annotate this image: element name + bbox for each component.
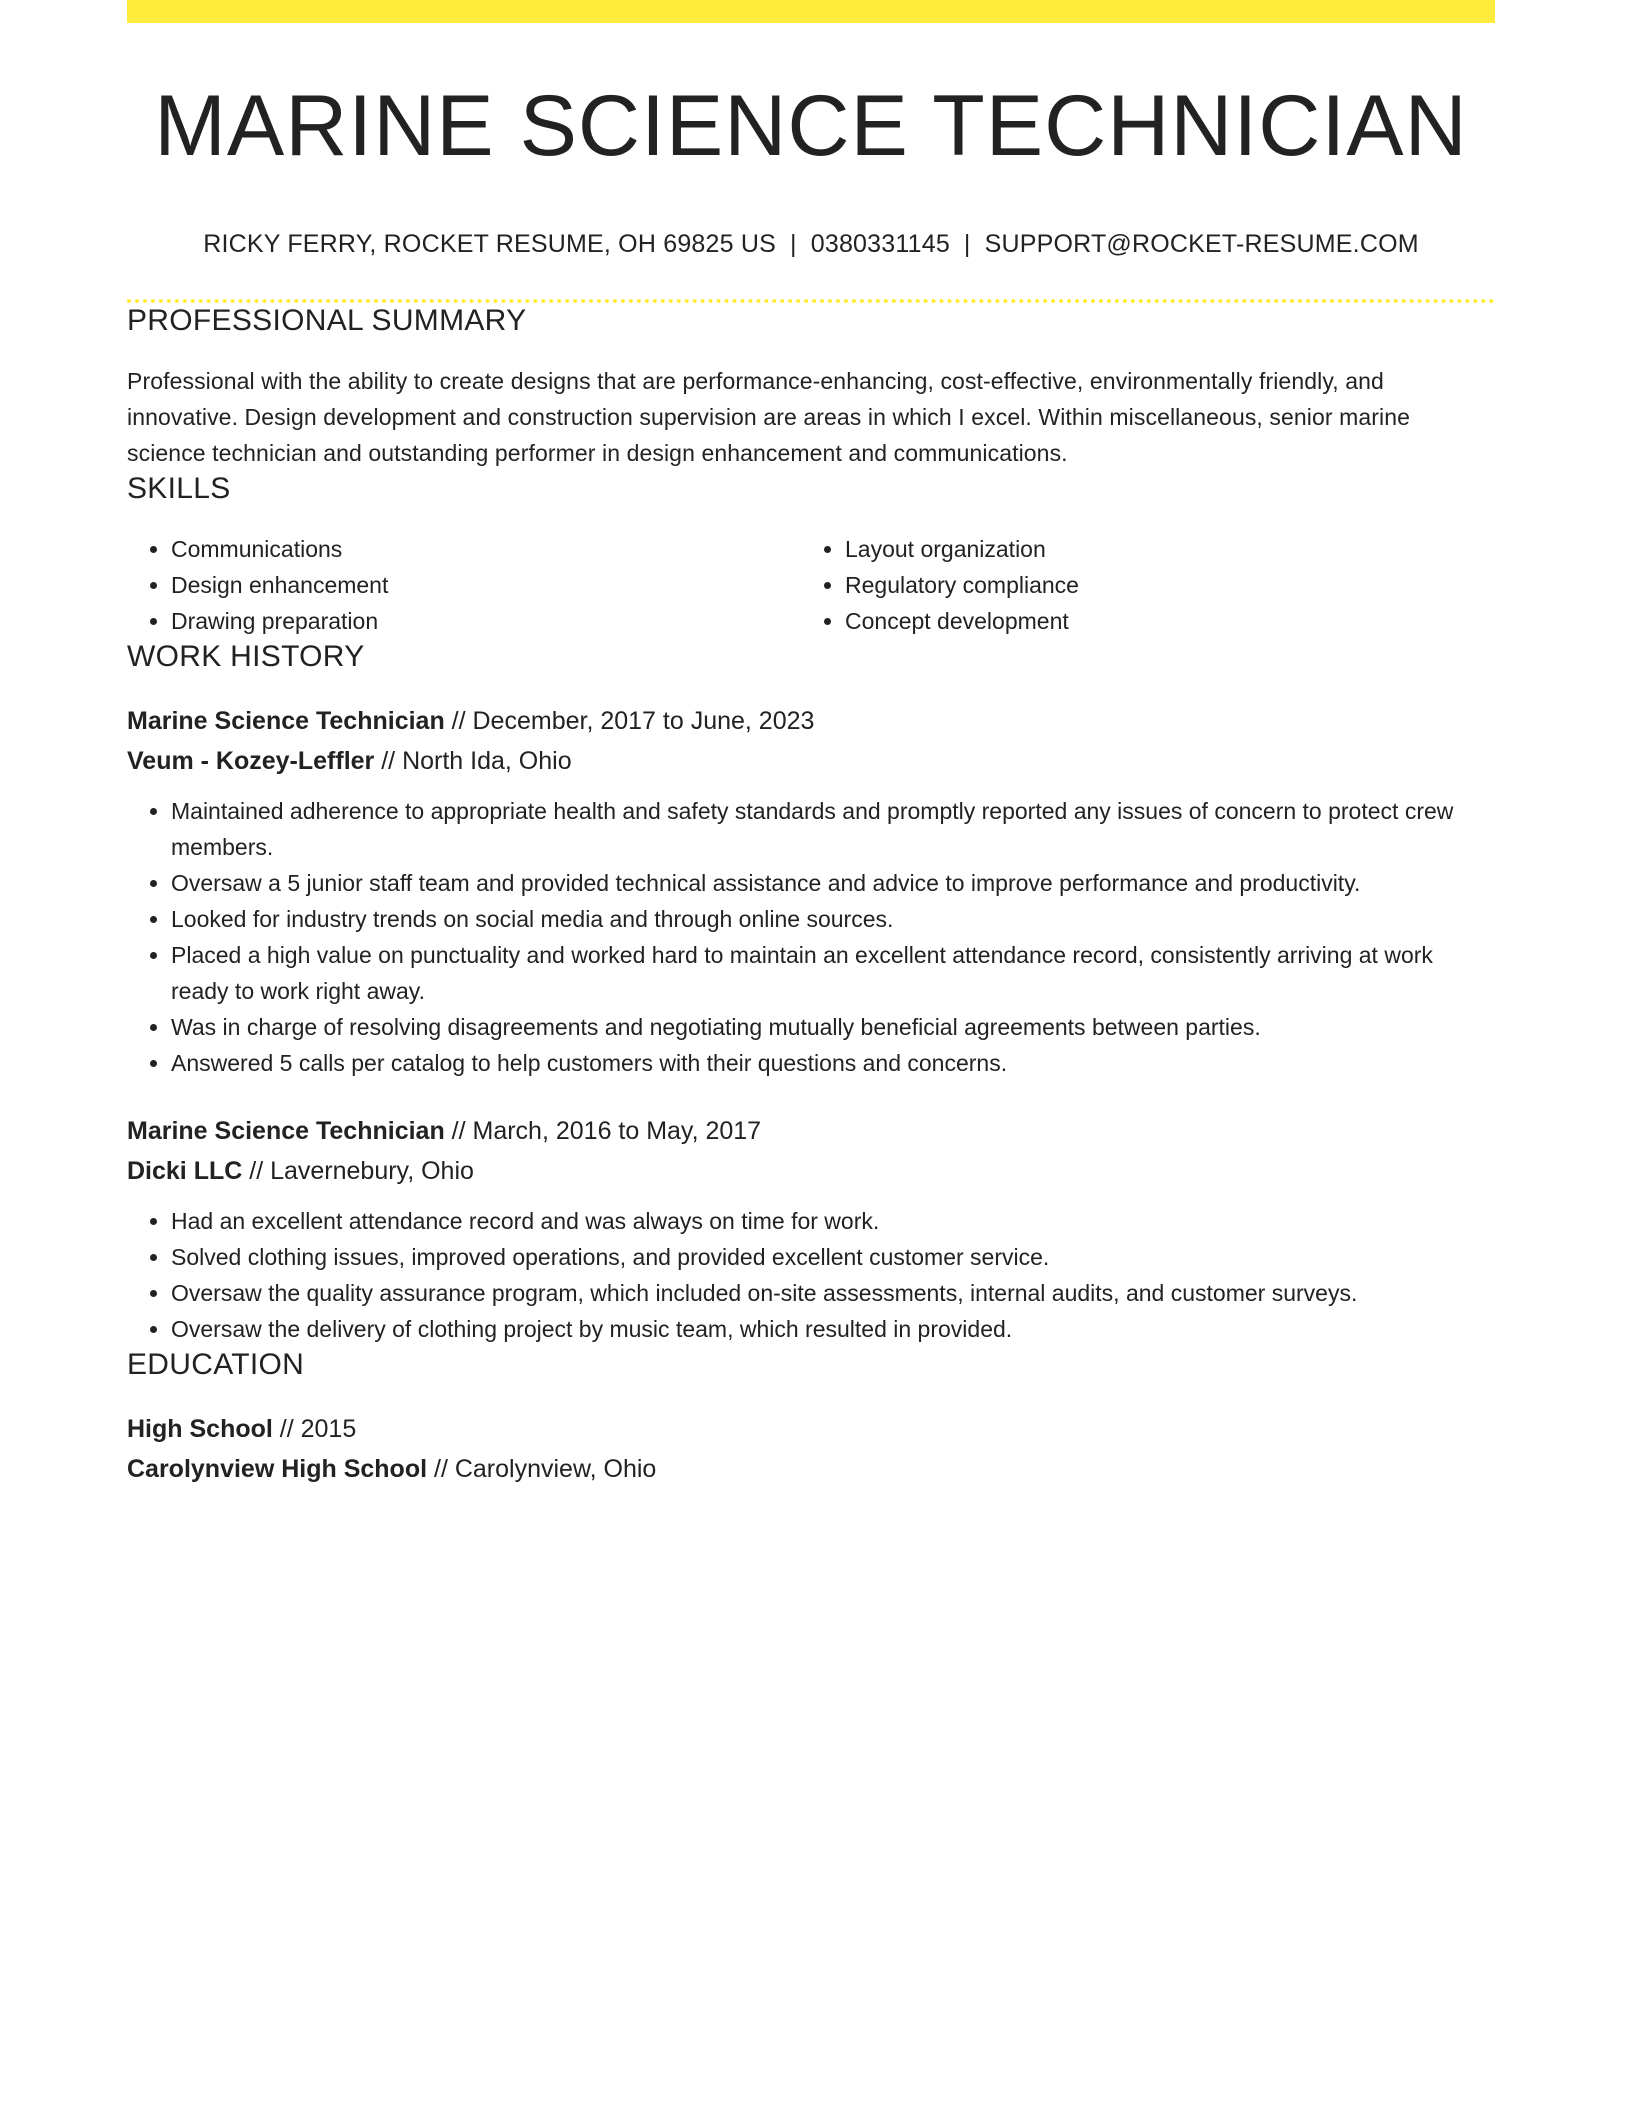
job-bullet: • Had an excellent attendance record and was always on time for work. <box>171 1203 1495 1239</box>
work-history-heading: WORK HISTORY <box>127 640 365 674</box>
skill-item: • Regulatory compliance <box>845 567 1475 603</box>
job-location: // North Ida, Ohio <box>374 747 572 776</box>
education-heading: EDUCATION <box>127 1348 305 1382</box>
job-company-line <box>127 741 1495 781</box>
job-company-line <box>127 1151 1495 1191</box>
contact-separator: | <box>963 230 971 259</box>
job-title-line <box>127 1111 1495 1151</box>
skill-item: • Communications <box>171 531 801 567</box>
skill-item: • Concept development <box>845 603 1475 639</box>
resume-content <box>127 23 1495 1489</box>
accent-top-bar <box>127 0 1495 23</box>
skill-item: • Drawing preparation <box>171 603 801 639</box>
job-bullets <box>127 1203 1495 1347</box>
job-title-line <box>127 701 1495 741</box>
job-company: Dicki LLC <box>127 1157 243 1186</box>
job-dates: // December, 2017 to June, 2023 <box>444 707 815 736</box>
resume-title: MARINE SCIENCE TECHNICIAN <box>154 78 1468 174</box>
contact-phone: 0380331145 <box>810 230 950 259</box>
job-bullet: • Oversaw a 5 junior staff team and provided technical assistance and advice to improve performance and productivity. <box>171 865 1495 901</box>
job-company: Veum - Kozey-Leffler <box>127 747 375 776</box>
contact-line <box>127 229 1495 259</box>
job-entry <box>127 1111 1495 1347</box>
job-bullets <box>127 793 1495 1081</box>
job-bullet: • Answered 5 calls per catalog to help customers with their questions and concerns. <box>171 1045 1495 1081</box>
skills-heading: SKILLS <box>127 472 231 506</box>
contact-separator: | <box>790 230 797 259</box>
skills-list-right <box>801 531 1475 639</box>
job-location: // Lavernebury, Ohio <box>242 1157 474 1186</box>
education-school: Carolynview High School <box>127 1455 428 1484</box>
skills-grid <box>127 531 1495 639</box>
education-year: // 2015 <box>272 1415 357 1444</box>
skill-item: • Design enhancement <box>171 567 801 603</box>
job-title: Marine Science Technician <box>127 1117 445 1146</box>
education-school-line <box>127 1449 1495 1489</box>
job-dates: // March, 2016 to May, 2017 <box>444 1117 762 1146</box>
job-bullet: • Oversaw the delivery of clothing project by music team, which resulted in provided. <box>171 1311 1495 1347</box>
job-bullet: • Looked for industry trends on social media and through online sources. <box>171 901 1495 937</box>
summary-text: Professional with the ability to create designs that are performance-enhancing, cost-effective, environmentally friendly, and innovative. Design development and construction supervision are areas in which I excel. Within miscellaneous, senior marine science technician and outstanding performer in design enhancement and communications. <box>127 368 1411 467</box>
job-bullet: • Maintained adherence to appropriate health and safety standards and promptly reported any issues of concern to protect crew members. <box>171 793 1495 865</box>
education-location: // Carolynview, Ohio <box>427 1455 657 1484</box>
contact-email: SUPPORT@ROCKET-RESUME.COM <box>984 230 1419 259</box>
job-bullet: • Was in charge of resolving disagreements and negotiating mutually beneficial agreements between parties. <box>171 1009 1495 1045</box>
job-bullet: • Placed a high value on punctuality and worked hard to maintain an excellent attendance record, consistently arriving at work ready to work right away. <box>171 937 1495 1009</box>
job-entry <box>127 701 1495 1081</box>
job-title: Marine Science Technician <box>127 707 445 736</box>
education-degree-line <box>127 1409 1495 1449</box>
summary-heading: PROFESSIONAL SUMMARY <box>127 304 527 338</box>
skill-item: • Layout organization <box>845 531 1475 567</box>
education-degree: High School <box>127 1415 273 1444</box>
contact-address: RICKY FERRY, ROCKET RESUME, OH 69825 US <box>203 230 777 259</box>
job-bullet: • Oversaw the quality assurance program, which included on-site assessments, internal audits, and customer surveys. <box>171 1275 1495 1311</box>
job-bullet: • Solved clothing issues, improved operations, and provided excellent customer service. <box>171 1239 1495 1275</box>
skills-list-left <box>127 531 801 639</box>
